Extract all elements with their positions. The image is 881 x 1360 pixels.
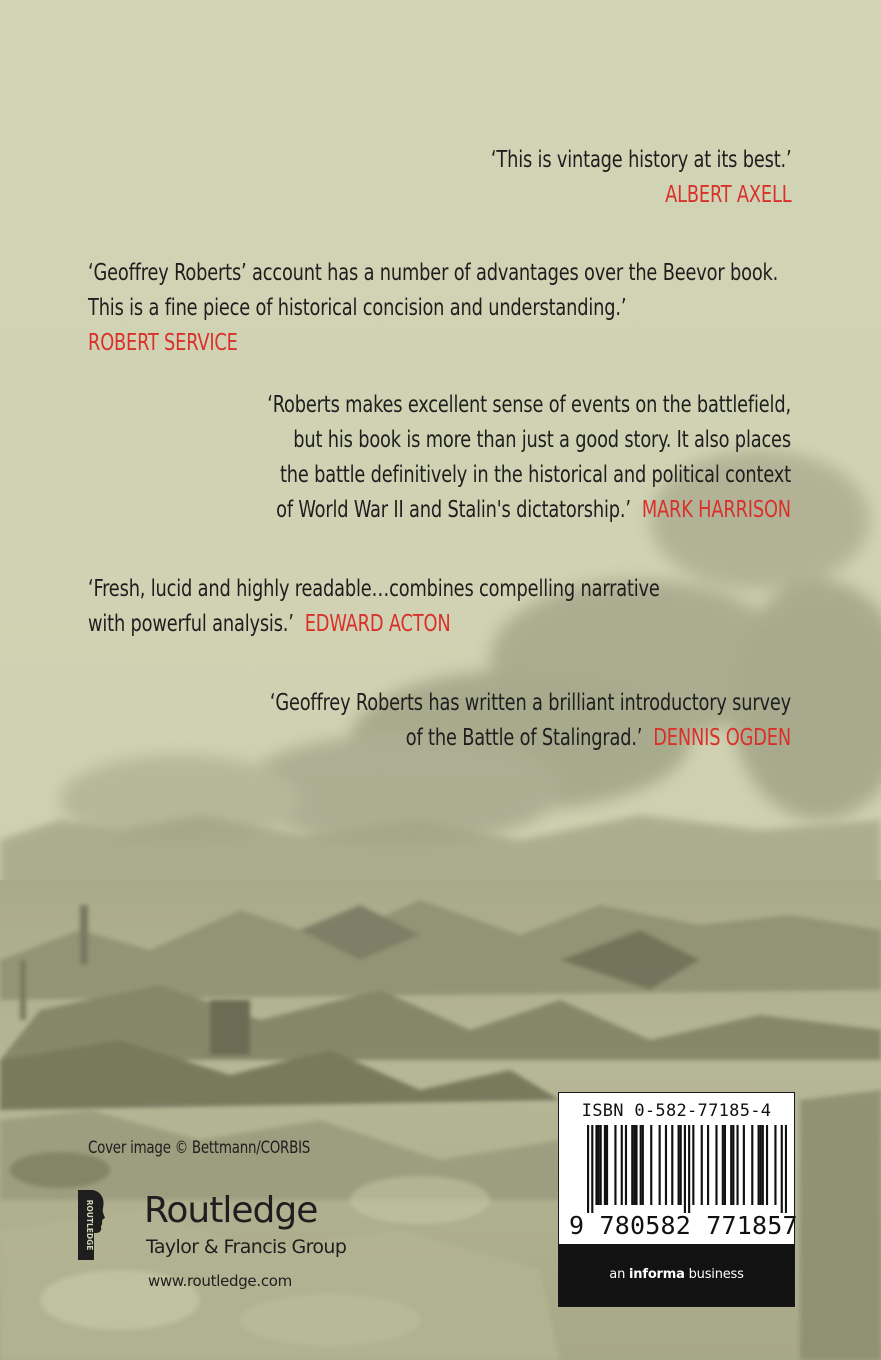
barcode-bar xyxy=(640,1125,642,1205)
barcode-bar xyxy=(736,1125,738,1205)
barcode-bar xyxy=(614,1125,616,1205)
review-quote-2 xyxy=(88,256,778,361)
quote-attribution: DENNIS OGDEN xyxy=(653,725,791,751)
barcode-bar xyxy=(591,1125,593,1213)
barcode-bar xyxy=(766,1125,768,1205)
barcode-bar xyxy=(722,1125,724,1205)
barcode-bar xyxy=(604,1125,606,1205)
logo-wordmark: ROUTLEDGE xyxy=(85,1199,94,1251)
barcode-bars xyxy=(587,1125,787,1213)
barcode-bar xyxy=(680,1125,682,1205)
ean-digits: 9 780582 771857 xyxy=(569,1211,798,1240)
isbn-label: ISBN 0-582-77185-4 xyxy=(581,1101,772,1121)
quote-line: with powerful analysis.’ xyxy=(88,611,294,637)
barcode-bar xyxy=(606,1125,608,1205)
quote-attribution: EDWARD ACTON xyxy=(304,611,451,637)
barcode-panel xyxy=(558,1092,798,1307)
quote-line: ‘This is vintage history at its best.’ xyxy=(490,147,791,173)
barcode-bar xyxy=(743,1125,745,1205)
barcode-bar xyxy=(758,1125,760,1205)
barcode-bar xyxy=(751,1125,753,1205)
barcode-bar xyxy=(701,1125,703,1205)
barcode-bar xyxy=(715,1125,717,1205)
informa-tagline-pre: an xyxy=(609,1267,630,1282)
review-quote-4 xyxy=(88,572,660,642)
quote-line: ‘Geoffrey Roberts has written a brilliant introductory survey xyxy=(269,690,791,716)
quote-line: ‘Roberts makes excellent sense of events on the battlefield, xyxy=(267,392,791,418)
quote-line: This is a fine piece of historical concision and understanding.’ xyxy=(88,295,627,321)
barcode-bar xyxy=(631,1125,633,1205)
barcode-bar xyxy=(598,1125,600,1205)
quote-line: but his book is more than just a good story. It also places xyxy=(293,427,791,453)
informa-brand: informa xyxy=(629,1267,685,1282)
quote-attribution: ROBERT SERVICE xyxy=(88,330,238,356)
publisher-group: Taylor & Francis Group xyxy=(146,1236,347,1258)
barcode-bar xyxy=(635,1125,637,1205)
barcode-bar xyxy=(600,1125,602,1205)
cover-image-credit: Cover image © Bettmann/CORBIS xyxy=(88,1138,311,1158)
barcode-bar xyxy=(621,1125,623,1205)
quote-line: ‘Fresh, lucid and highly readable…combines compelling narrative xyxy=(88,576,660,602)
informa-band xyxy=(559,1244,794,1306)
review-quote-3 xyxy=(267,388,791,528)
barcode-bar xyxy=(774,1125,776,1205)
barcode-bar xyxy=(671,1125,673,1205)
barcode-bar xyxy=(650,1125,652,1205)
review-quote-1 xyxy=(490,143,791,213)
informa-tagline-post: business xyxy=(684,1267,744,1282)
barcode-bar xyxy=(595,1125,597,1205)
barcode-bar xyxy=(692,1125,694,1205)
barcode-bar xyxy=(760,1125,762,1205)
quote-attribution: ALBERT AXELL xyxy=(664,182,791,208)
publisher-url: www.routledge.com xyxy=(148,1272,292,1290)
publisher-name: Routledge xyxy=(144,1190,318,1231)
barcode-bar xyxy=(762,1125,764,1205)
barcode-bar xyxy=(785,1125,787,1213)
barcode-bar xyxy=(781,1125,783,1213)
barcode-bar xyxy=(684,1125,686,1213)
barcode-bar xyxy=(633,1125,635,1205)
barcode-bar xyxy=(625,1125,627,1205)
barcode-bar xyxy=(659,1125,661,1205)
barcode-bar xyxy=(678,1125,680,1205)
quote-line: ‘Geoffrey Roberts’ account has a number of advantages over the Beevor book. xyxy=(88,260,779,286)
quote-attribution: MARK HARRISON xyxy=(641,497,791,523)
barcode-bar xyxy=(587,1125,589,1213)
barcode-bar xyxy=(707,1125,709,1205)
quote-line: the battle definitively in the historical and political context xyxy=(280,462,791,488)
routledge-logo-icon xyxy=(76,1188,106,1262)
barcode-bar xyxy=(642,1125,644,1205)
barcode-bar xyxy=(688,1125,690,1213)
quote-line: of World War II and Stalin's dictatorship.’ xyxy=(276,497,631,523)
quote-line: of the Battle of Stalingrad.’ xyxy=(405,725,643,751)
review-quote-5 xyxy=(270,686,791,756)
barcode-bar xyxy=(732,1125,734,1205)
barcode-bar xyxy=(665,1125,667,1205)
barcode-bar xyxy=(730,1125,732,1205)
barcode-bar xyxy=(724,1125,726,1205)
